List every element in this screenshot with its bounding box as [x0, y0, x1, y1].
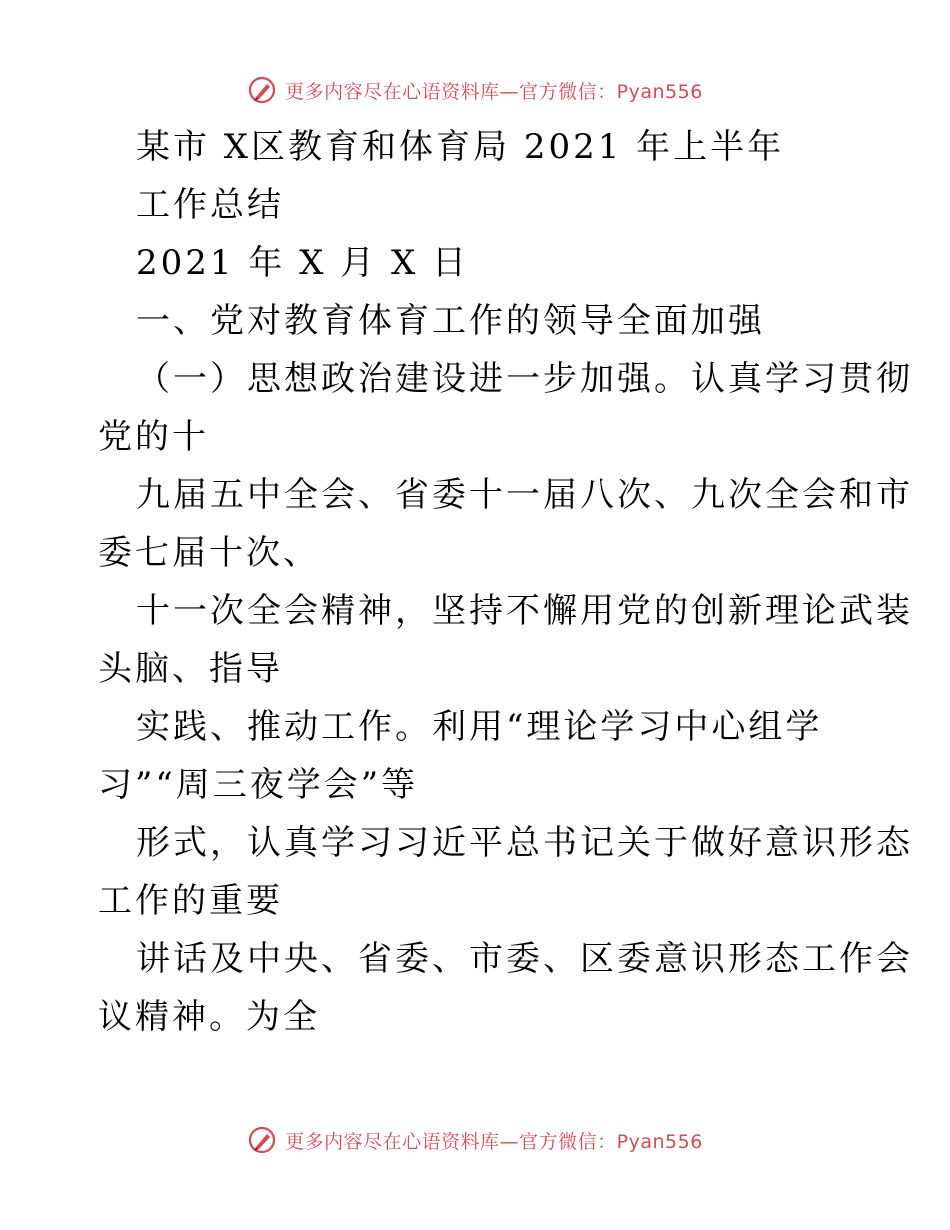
paragraph-line: 讲话及中央、省委、市委、区委意识形态工作会 — [136, 939, 913, 979]
paragraph-line: 委七届十次、 — [98, 533, 320, 573]
watermark-text: 更多内容尽在心语资料库—官方微信：Pyan556 — [285, 1130, 703, 1153]
doc-title-line-1: 某市 X区教育和体育局 2021 年上半年 — [136, 127, 785, 167]
paragraph-line: 九届五中全会、省委十一届八次、九次全会和市 — [136, 475, 913, 515]
paragraph-line: 头脑、指导 — [98, 649, 283, 689]
pen-logo-icon — [247, 1125, 277, 1155]
paragraph-line: 议精神。为全 — [98, 997, 320, 1037]
paragraph-line: （一）思想政治建设进一步加强。认真学习贯彻 — [136, 359, 913, 399]
pen-logo-icon — [247, 75, 277, 105]
watermark-banner-bottom — [0, 1120, 950, 1160]
paragraph-line: 习”“周三夜学会”等 — [98, 765, 419, 805]
paragraph-line: 实践、推动工作。利用“理论学习中心组学 — [136, 707, 823, 747]
document-body — [98, 118, 913, 1046]
watermark-banner-top — [0, 70, 950, 110]
section-heading-1: 一、党对教育体育工作的领导全面加强 — [136, 301, 765, 341]
doc-date: 2021 年 X 月 X 日 — [136, 243, 469, 283]
paragraph-line: 形式，认真学习习近平总书记关于做好意识形态 — [136, 823, 913, 863]
paragraph-line: 工作的重要 — [98, 881, 283, 921]
watermark-text: 更多内容尽在心语资料库—官方微信：Pyan556 — [285, 80, 703, 103]
paragraph-line: 十一次全会精神，坚持不懈用党的创新理论武装 — [136, 591, 913, 631]
doc-title-line-2: 工作总结 — [136, 185, 284, 225]
paragraph-line: 党的十 — [98, 417, 209, 457]
